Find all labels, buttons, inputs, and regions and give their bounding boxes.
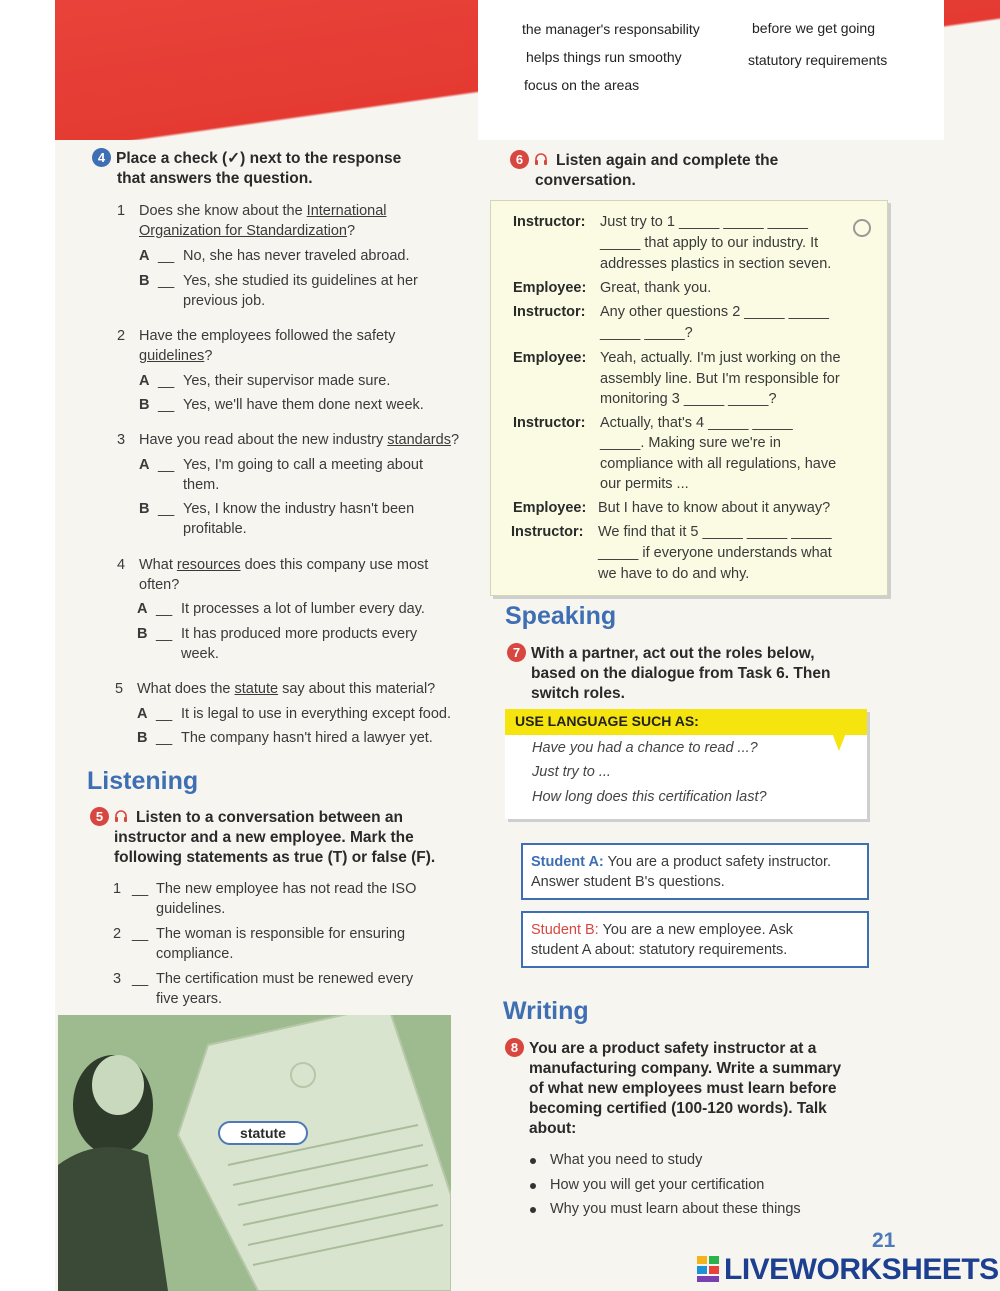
writing-bullet: Why you must learn about these things [530, 1199, 870, 1219]
dialog-line: we have to do and why. [598, 566, 750, 582]
writing-bullet: How you will get your certification [530, 1175, 870, 1195]
exercise-number: 7 [507, 643, 526, 662]
listening-title: Listening [87, 767, 199, 795]
dialog-line: But I have to know about it anyway? [598, 500, 831, 516]
exercise-5-heading: 5 Listen to a conversation between an instructor and a new employee. Mark the following statements as true (T) or false (F). [90, 807, 470, 868]
dialog-line[interactable]: We find that it 5 _____ _____ _____ [598, 524, 832, 540]
exercise-4-heading [92, 148, 472, 189]
speaker-label: Employee: [513, 350, 587, 366]
dialog-line[interactable]: _____ _____? [600, 325, 693, 341]
exercise-6-heading: 6 Listen again and complete the conversation. [510, 150, 890, 191]
option-3b[interactable]: B __ Yes, I know the industry hasn't been profitable. [139, 501, 415, 537]
page-margin [0, 0, 55, 1291]
word-bank-item[interactable]: helps things run smoothy [526, 49, 682, 65]
question-text: Does she know about the International Organization for Standardization? [139, 203, 387, 239]
headphones-icon [534, 152, 548, 166]
statute-label[interactable]: statute [218, 1121, 308, 1145]
language-box-header: USE LANGUAGE SUCH AS: [505, 709, 867, 735]
dialog-line: Great, thank you. [600, 280, 712, 296]
dialog-line: our permits ... [600, 476, 689, 492]
language-line: Have you had a chance to read ...? [532, 740, 758, 756]
speaker-label: Employee: [513, 500, 587, 516]
exercise-8-heading: 8 You are a product safety instructor at a manufacturing company. Write a summary of what new employees must learn before becoming certified (100-120 words). Talk about: [505, 1038, 885, 1139]
speaker-label: Instructor: [513, 304, 586, 320]
exercise-7-heading: 7 With a partner, act out the roles below, based on the dialogue from Task 6. Then switch roles. [507, 643, 887, 704]
language-line: How long does this certification last? [532, 789, 767, 805]
exercise-number: 5 [90, 807, 109, 826]
dialog-line[interactable]: _____ if everyone understands what [598, 545, 832, 561]
question-4: 4 What resources does this company use most often? [117, 557, 429, 593]
page-number: 21 [872, 1229, 896, 1252]
tf-item-2[interactable]: 2 __ The woman is responsible for ensuring compliance. [113, 926, 406, 962]
dialog-line: assembly line. But I'm responsible for [600, 371, 840, 387]
dialog-line[interactable]: _____. Making sure we're in [600, 435, 781, 451]
student-a-card: Student A: You are a product safety instructor. Answer student B's questions. [521, 843, 869, 900]
pointer-icon [830, 733, 848, 753]
option-4b[interactable]: B __ It has produced more products every week. [137, 626, 418, 662]
dialog-line: Yeah, actually. I'm just working on the [600, 350, 841, 366]
dialog-line[interactable]: Any other questions 2 _____ _____ [600, 304, 829, 320]
dialog-line: compliance with all regulations, have [600, 456, 837, 472]
question-2: 2 Have the employees followed the safety guidelines? [117, 328, 396, 364]
photo-illustration [58, 1015, 451, 1291]
headphones-icon [114, 809, 128, 823]
language-box [505, 709, 867, 819]
word-bank-item[interactable]: before we get going [752, 20, 875, 36]
word-bank-item[interactable]: focus on the areas [524, 77, 640, 93]
dialog-line[interactable]: Just try to 1 _____ _____ _____ [600, 214, 808, 230]
option-3a[interactable]: A __ Yes, I'm going to call a meeting about them. [139, 457, 424, 493]
student-b-card: Student B: You are a new employee. Ask student A about: statutory requirements. [521, 911, 869, 968]
dialog-line[interactable]: _____ that apply to our industry. It [600, 235, 819, 251]
speaker-label: Instructor: [513, 415, 586, 431]
heading-text: Place a check (✓) next to the response [116, 150, 402, 167]
dialog-line: addresses plastics in section seven. [600, 256, 832, 272]
brand-name[interactable]: LIVEWORKSHEETS [724, 1253, 999, 1286]
liveworksheets-logo-icon [697, 1254, 721, 1284]
speaker-label: Instructor: [511, 524, 584, 540]
writing-bullet: What you need to study [530, 1150, 870, 1170]
language-line: Just try to ... [532, 764, 611, 780]
statute-photo [58, 1015, 451, 1291]
tf-item-3[interactable]: 3 __ The certification must be renewed every five years. [113, 971, 414, 1007]
dialog-line[interactable]: Actually, that's 4 _____ _____ [600, 415, 793, 431]
speaking-title: Speaking [505, 602, 617, 630]
word-bank-item[interactable]: statutory requirements [748, 52, 888, 68]
word-bank-item[interactable]: the manager's responsability [522, 21, 700, 37]
word-bank [478, 0, 944, 140]
tf-item-1[interactable]: 1 __ The new employee has not read the ISO guidelines. [113, 881, 417, 917]
question-number: 1 [117, 203, 126, 219]
writing-title: Writing [503, 997, 589, 1025]
exercise-number: 6 [510, 150, 529, 169]
heading-text: that answers the question. [117, 170, 313, 187]
speaker-label: Instructor: [513, 214, 586, 230]
speaker-label: Employee: [513, 280, 587, 296]
exercise-number: 4 [92, 148, 111, 167]
dialogue-box [490, 200, 888, 596]
question-1 [117, 201, 467, 241]
dialog-line[interactable]: monitoring 3 _____ _____? [600, 391, 777, 407]
option-1b[interactable]: B __ Yes, she studied its guidelines at her previous job. [139, 273, 418, 309]
exercise-number: 8 [505, 1038, 524, 1057]
